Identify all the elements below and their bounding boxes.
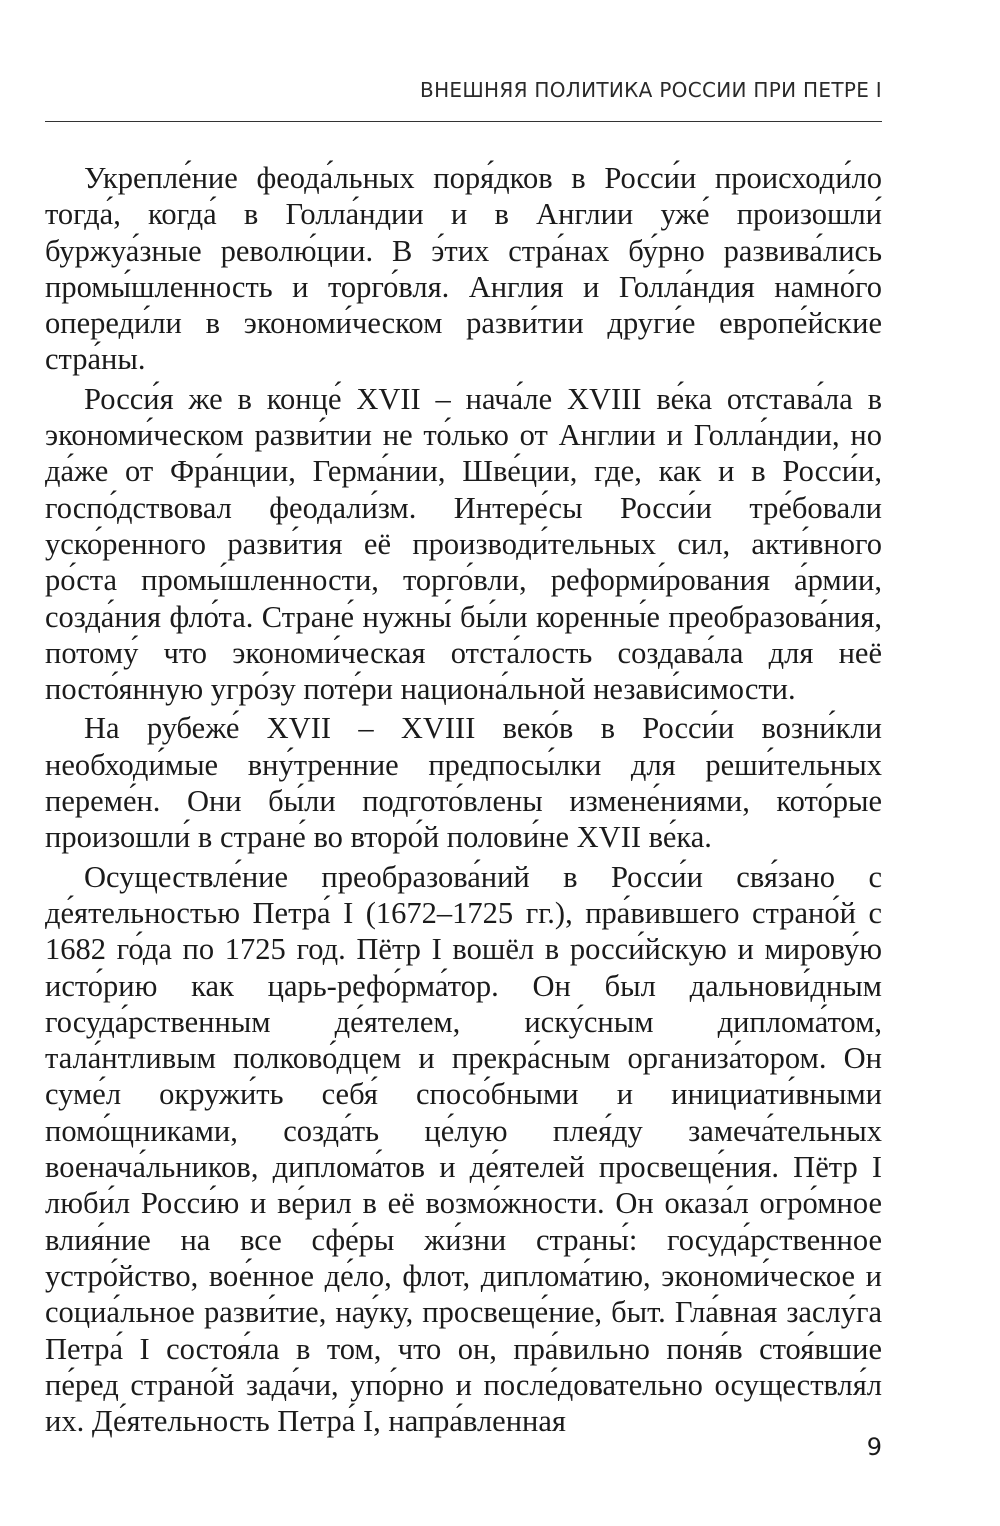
running-header: ВНЕШНЯЯ ПОЛИТИКА РОССИИ ПРИ ПЕТРЕ I	[420, 78, 882, 102]
page-number: 9	[866, 1433, 882, 1461]
body-text	[45, 160, 882, 1439]
paragraph-2: Росси́я же в конце́ XVII – нача́ле XVIII ве́ка отстава́ла в экономи́ческом разви́тии не то́лько от Англии и Голла́ндии, но да́же от Фра́нции, Герма́нии, Шве́ции, где, как и в Росси́и, госпо́дствовал феодали́зм. Интере́сы Росси́и тре́бовали уско́ренного разви́тия её производи́тельных сил, акти́вного ро́ста промы́шленности, торго́вли, реформи́рования а́рмии, созда́ния фло́та. Стране́ нужны́ бы́ли коренны́е преобразова́ния, потому́ что экономи́ческая отста́лость создава́ла для неё посто́янную угро́зу поте́ри национа́льной незави́симости.	[45, 381, 882, 707]
paragraph-3: На рубеже́ XVII – XVIII веко́в в Росси́и возни́кли необходи́мые вну́тренние предпосы́лки для реши́тельных переме́н. Они бы́ли подгото́влены измене́ниями, кото́рые произошли́ в стране́ во второ́й полови́не XVII ве́ка.	[45, 711, 882, 855]
paragraph-1: Укрепле́ние феода́льных поря́дков в Росси́и происходи́ло тогда́, когда́ в Голла́ндии и в Англии уже́ произошли́ буржуа́зные револю́ции. В э́тих стра́нах бу́рно развива́лись промы́шленность и торго́вля. Англия и Голла́ндия намно́го опереди́ли в экономи́ческом разви́тии други́е европе́йские стра́ны.	[45, 161, 882, 377]
header-rule	[45, 121, 882, 122]
paragraph-4: Осуществле́ние преобразова́ний в Росси́и свя́зано с де́ятельностью Петра́ I (1672–1725 гг.), пра́вившего страно́й с 1682 го́да по 1725 год. Пётр I вошёл в росси́йскую и мирову́ю исто́рию как царь-рефо́рма́тор. Он был дальнови́дным госуда́рственным де́ятелем, иску́сным диплома́том, тала́нтливым полково́дцем и прекра́сным организа́тором. Он суме́л окружи́ть себя́ спосо́бными и инициати́вными помо́щниками, созда́ть це́лую плея́ду замеча́тельных военача́льников, диплома́тов и де́ятелей просвеще́ния. Пётр I люби́л Росси́ю и ве́рил в её возмо́жности. Он оказа́л огро́мное влия́ние на все сфе́ры жи́зни страны́: госуда́рственное устро́йство, вое́нное де́ло, флот, диплома́тию, экономи́ческое и социа́льное разви́тие, нау́ку, просвеще́ние, быт. Гла́вная заслу́га Петра́ I состоя́ла в том, что он, пра́вильно поня́в стоя́вшие пе́ред страно́й зада́чи, упо́рно и после́довательно осуществля́л их. Де́ятельность Петра́ I, напра́вленная	[45, 859, 882, 1439]
